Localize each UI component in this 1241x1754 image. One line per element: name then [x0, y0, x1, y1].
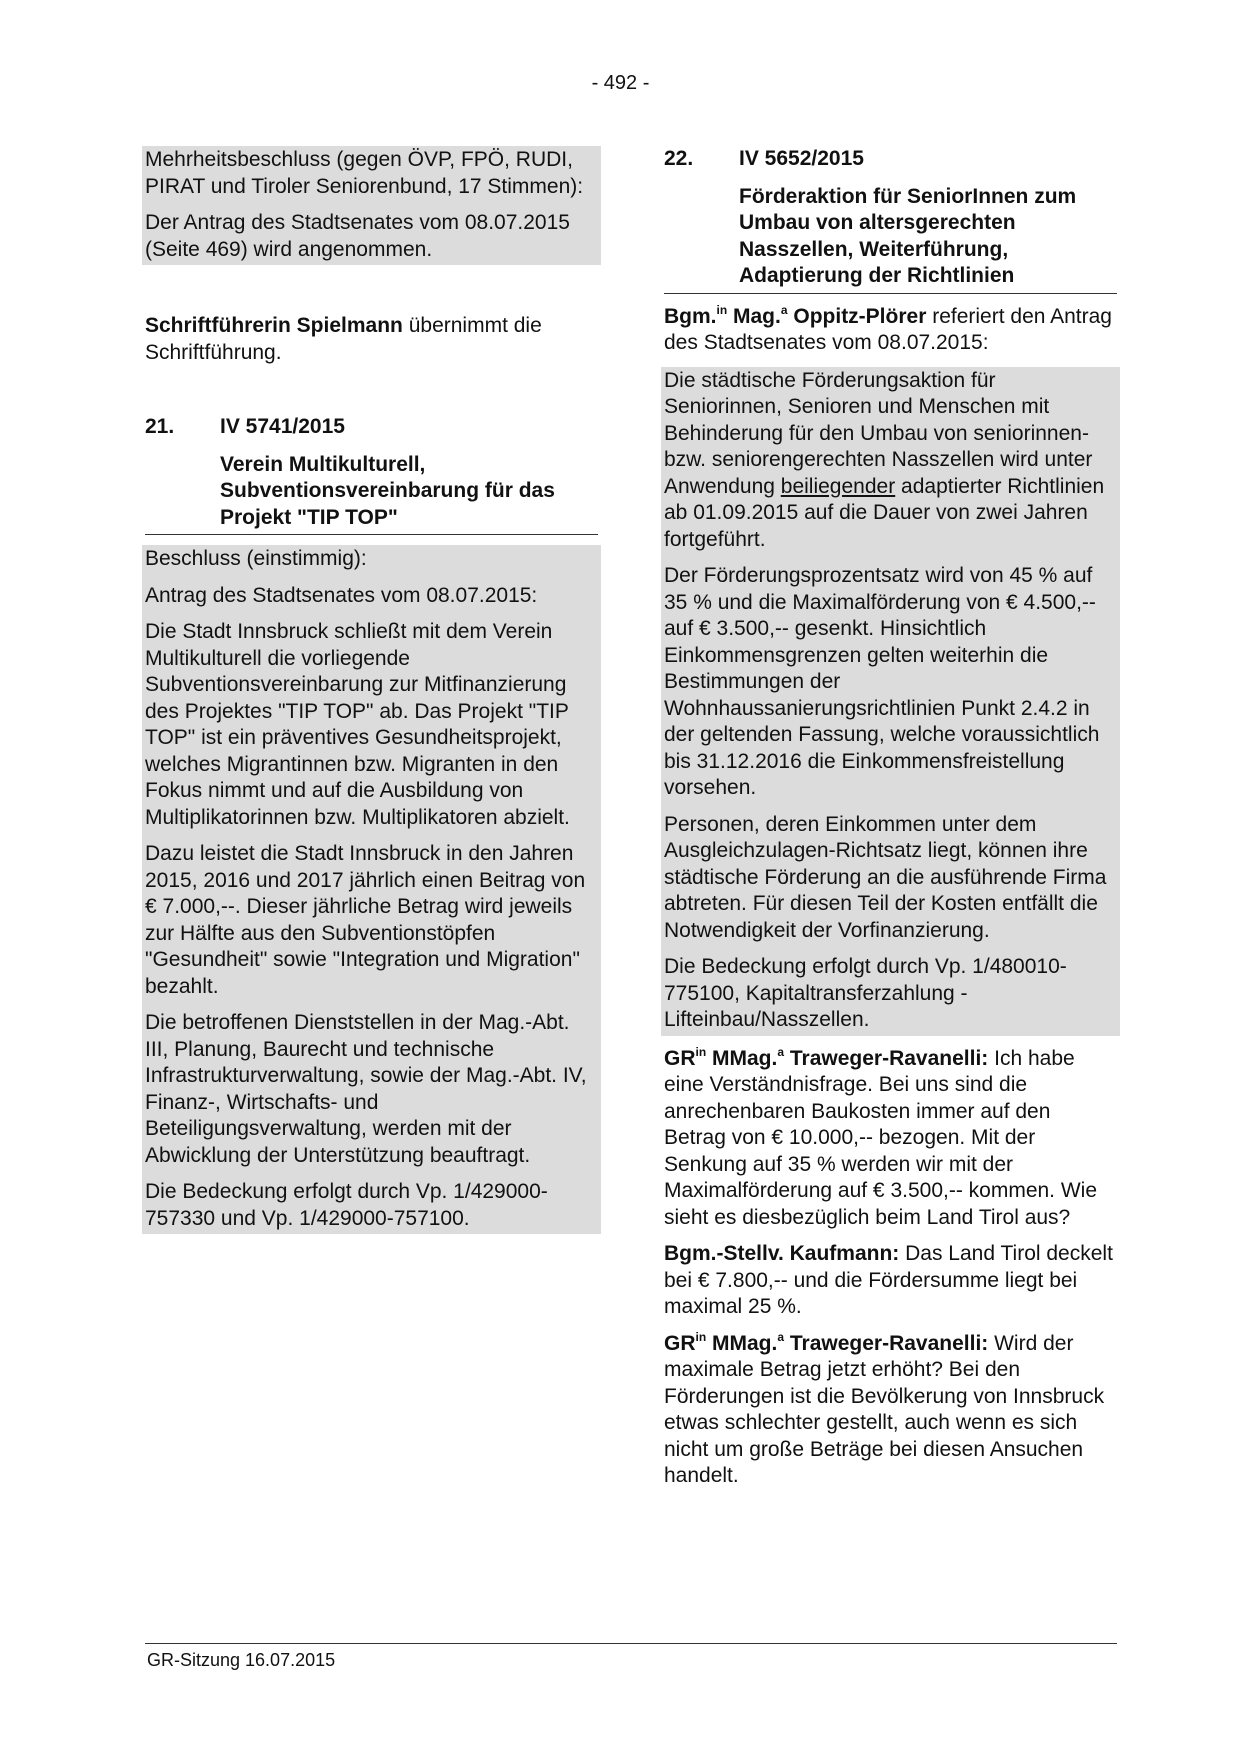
item-21-title-block	[145, 452, 598, 536]
speaker-name: Oppitz-Plörer	[787, 304, 927, 328]
item-22-number: 22.	[664, 147, 694, 170]
item-22-motion-block	[661, 367, 1120, 1036]
footer-session-date: GR-Sitzung 16.07.2015	[147, 1650, 336, 1670]
statement-3	[664, 1331, 1117, 1490]
statement-1-speaker-c: Traweger-Ravanelli:	[784, 1046, 989, 1070]
item-21-title: Verein Multikulturell, Subventionsvereinbarung für das Projekt "TIP TOP"	[220, 452, 555, 529]
item-21-paragraph-1: Die Stadt Innsbruck schließt mit dem Verein Multikulturell die vorliegende Subventionsvereinbarung zur Mitfinanzierung des Projektes "TIP TOP" ab. Das Projekt "TIP TOP" ist ein präventives Gesundheitsprojekt, welches Migrantinnen bzw. Migranten in den Fokus nimmt und auf die Ausbildung von Multiplikatorinnen bzw. Multiplikatoren abzielt.	[145, 620, 570, 829]
clerk-name: Schriftführerin Spielmann	[145, 314, 403, 337]
speaker-title-2-sup: a	[780, 302, 788, 317]
statement-3-text: Wird der maximale Betrag jetzt erhöht? Bei den Förderungen ist die Bevölkerung von Innsbruck etwas schlechter gestellt, auch wenn es sich nicht um große Beträge bei diesen Ansuchen handelt.	[664, 1331, 1105, 1487]
statement-3-sup-b: a	[777, 1329, 785, 1344]
item-21-number: 21.	[145, 415, 175, 438]
intro-text: referiert den Antrag des Stadtsenates vom 08.07.2015:	[664, 304, 1112, 354]
vote-result-text: Mehrheitsbeschluss (gegen ÖVP, FPÖ, RUDI, PIRAT und Tiroler Seniorenbund, 17 Stimmen):	[145, 148, 584, 198]
item-21-motion: Antrag des Stadtsenates vom 08.07.2015:	[145, 583, 538, 607]
statement-1-text: Ich habe eine Verständnisfrage. Bei uns sind die anrechenbaren Baukosten immer auf den Betrag von € 10.000,-- bezogen. Mit der Senkung auf 35 % werden wir mit der Maximalförderung auf € 3.500,-- kommen. Wie sieht es diesbezüglich beim Land Tirol aus?	[664, 1046, 1098, 1229]
statement-2-text: Das Land Tirol deckelt bei € 7.800,-- und die Fördersumme liegt bei maximal 25 %.	[664, 1242, 1113, 1318]
item-21-paragraph-4: Die Bedeckung erfolgt durch Vp. 1/429000-757330 und Vp. 1/429000-757100.	[145, 1180, 548, 1230]
statement-1-sup-a: in	[695, 1044, 707, 1059]
statement-3-sup-a: in	[695, 1329, 707, 1344]
item-21-resolution-block	[142, 545, 601, 1234]
item-22-code: IV 5652/2015	[739, 147, 864, 170]
vote-outcome-text: Der Antrag des Stadtsenates vom 08.07.2015 (Seite 469) wird angenommen.	[145, 211, 570, 261]
item-21-paragraph-3: Die betroffenen Dienststellen in der Mag.-Abt. III, Planung, Baurecht und technische Infrastrukturverwaltung, sowie der Mag.-Abt. IV, Finanz-, Wirtschafts- und Beteiligungsverwaltung, werden mit der Abwicklung der Unterstützung beauftragt.	[145, 1011, 587, 1167]
footer-divider	[145, 1643, 1117, 1644]
item-21-code: IV 5741/2015	[220, 415, 345, 438]
speaker-title-1: Bgm.	[664, 304, 717, 328]
vote-result-block	[142, 146, 601, 265]
item-22-paragraph-3: Personen, deren Einkommen unter dem Ausgleichzulagen-Richtsatz liegt, können ihre städtische Förderung an die ausführende Firma abtreten. Für diesen Teil der Kosten entfällt die Notwendigkeit der Vorfinanzierung.	[664, 812, 1107, 942]
item-22-p1-start: Die städtische Förderungsaktion für Seniorinnen, Senioren und Menschen mit Behinderung für den Umbau von seniorinnen- bzw. seniorengerechten Nasszellen wird unter Anwendung	[664, 368, 1093, 498]
item-22-paragraph-1	[664, 368, 1117, 554]
item-22-heading	[664, 146, 1117, 173]
item-21-decision: Beschluss (einstimmig):	[145, 547, 367, 570]
speaker-title-1-sup: in	[716, 302, 728, 317]
item-22-title: Förderaktion für SeniorInnen zum Umbau von altersgerechten Nasszellen, Weiterführung, Adaptierung der Richtlinien	[739, 184, 1077, 287]
left-column	[145, 146, 598, 1234]
attachment-link[interactable]: beiliegender	[780, 474, 896, 498]
statement-3-speaker-a: GR	[664, 1331, 696, 1355]
right-column	[664, 146, 1117, 1490]
statement-3-speaker-b: MMag.	[706, 1331, 778, 1355]
statement-1-speaker-b: MMag.	[706, 1046, 778, 1070]
speaker-title-2: Mag.	[727, 304, 781, 328]
item-21-paragraph-2: Dazu leistet die Stadt Innsbruck in den Jahren 2015, 2016 und 2017 jährlich einen Beitrag von € 7.000,--. Dieser jährliche Betrag wird jeweils zur Hälfte aus den Subventionstöpfen "Gesundheit" sowie "Integration und Migration" bezahlt.	[145, 842, 586, 998]
item-21-heading	[145, 414, 598, 441]
statement-3-speaker-c: Traweger-Ravanelli:	[784, 1331, 989, 1355]
item-22-intro	[664, 304, 1117, 357]
item-22-title-block	[664, 184, 1117, 294]
statement-1-sup-b: a	[777, 1044, 785, 1059]
statement-1-speaker-a: GR	[664, 1046, 696, 1070]
item-22-p1-end: adaptierter Richtlinien ab 01.09.2015 auf die Dauer von zwei Jahren fortgeführt.	[664, 474, 1105, 551]
statement-2-speaker: Bgm.-Stellv. Kaufmann:	[664, 1242, 900, 1265]
clerk-change-text: übernimmt die Schriftführung.	[145, 314, 542, 364]
page-number: - 492 -	[591, 72, 650, 94]
item-22-paragraph-4: Die Bedeckung erfolgt durch Vp. 1/480010-775100, Kapitaltransferzahlung - Lifteinbau/Nasszellen.	[664, 955, 1067, 1031]
clerk-change-paragraph	[145, 313, 598, 366]
statement-1	[664, 1046, 1117, 1232]
statement-2	[664, 1241, 1117, 1321]
item-22-paragraph-2: Der Förderungsprozentsatz wird von 45 % auf 35 % und die Maximalförderung von € 4.500,-- auf € 3.500,-- gesenkt. Hinsichtlich Einkommensgrenzen gelten weiterhin die Bestimmungen der Wohnhaussanierungsrichtlinien Punkt 2.4.2 in der geltenden Fassung, welche voraussichtlich bis 31.12.2016 die Einkommensfreistellung vorsehen.	[664, 564, 1100, 799]
